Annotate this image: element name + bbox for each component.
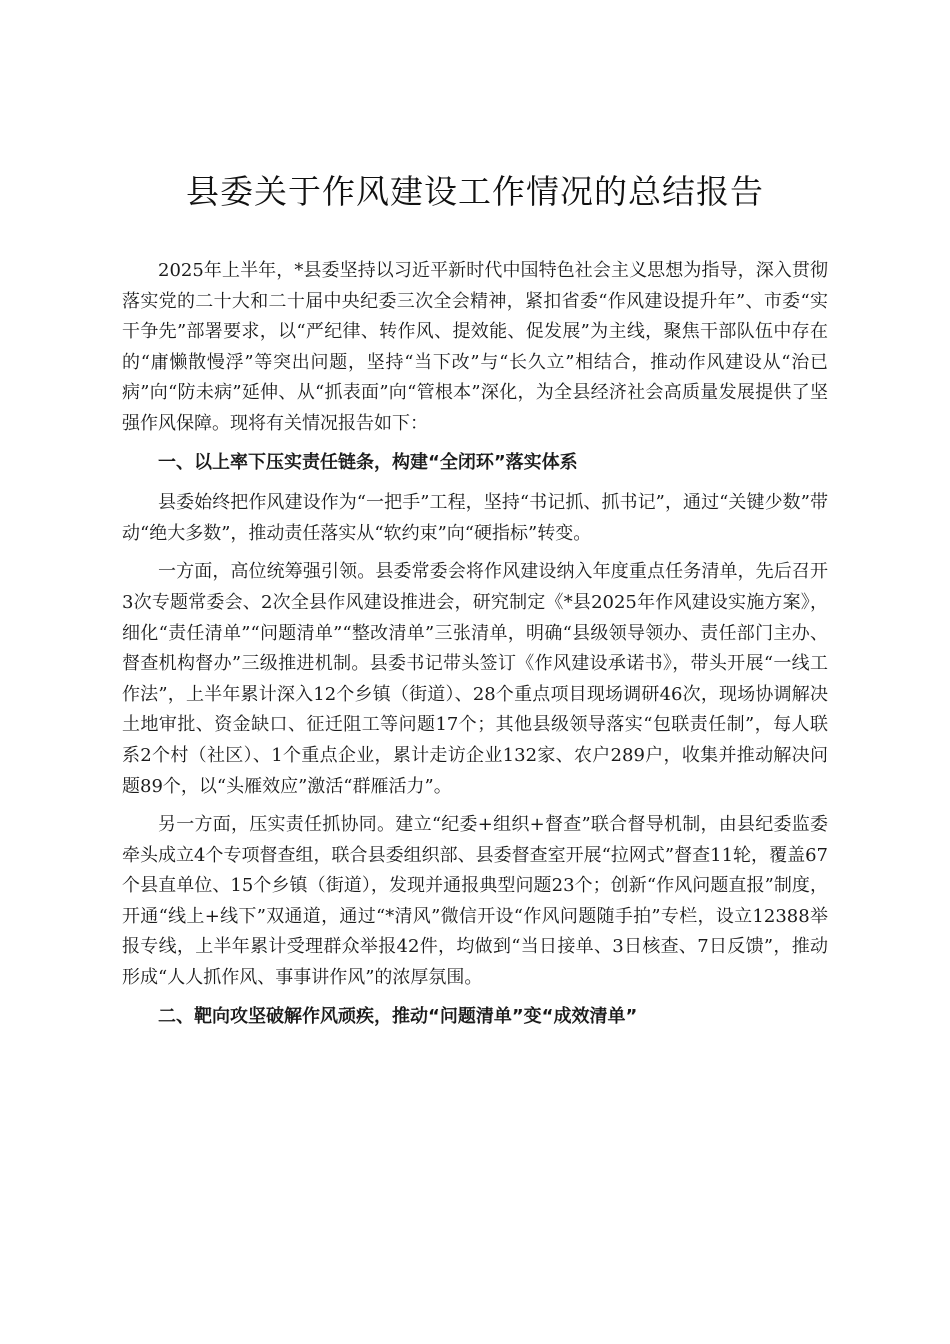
body-paragraph: 县委始终把作风建设作为“一把手”工程，坚持“书记抓、抓书记”，通过“关键少数”带动“绝大多数”，推动责任落实从“软约束”向“硬指标”转变。 — [122, 492, 828, 544]
body-paragraph: 另一方面，压实责任抓协同。建立“纪委+组织+督查”联合督导机制，由县纪委监委牵头成立4个专项督查组，联合县委组织部、县委督查室开展“拉网式”督查11轮，覆盖67个县直单位、15个乡镇（街道），发现并通报典型问题23个；创新“作风问题直报”制度，开通“线上+线下”双通道，通过“*清风”微信开设“作风问题随手拍”专栏，设立12388举报专线，上半年累计受理群众举报42件，均做到“当日接单、3日核查、7日反馈”，推动形成“人人抓作风、事事讲作风”的浓厚氛围。 — [122, 814, 828, 989]
section-heading: 二、靶向攻坚破解作风顽疾，推动“问题清单”变“成效清单” — [158, 1005, 638, 1027]
section-heading: 一、以上率下压实责任链条，构建“全闭环”落实体系 — [158, 451, 578, 473]
body-paragraph: 2025年上半年，*县委坚持以习近平新时代中国特色社会主义思想为指导，深入贯彻落实党的二十大和二十届中央纪委三次全会精神，紧扣省委“作风建设提升年”、市委“实干争先”部署要求，以“严纪律、转作风、提效能、促发展”为主线，聚焦干部队伍中存在的“庸懒散慢浮”等突出问题，坚持“当下改”与“长久立”相结合，推动作风建设从“治已病”向“防未病”延伸、从“抓表面”向“管根本”深化，为全县经济社会高质量发展提供了坚强作风保障。现将有关情况报告如下： — [122, 260, 828, 434]
document-title: 县委关于作风建设工作情况的总结报告 — [186, 172, 764, 211]
body-paragraph: 一方面，高位统筹强引领。县委常委会将作风建设纳入年度重点任务清单，先后召开3次专题常委会、2次全县作风建设推进会，研究制定《*县2025年作风建设实施方案》，细化“责任清单”“问题清单”“整改清单”三张清单，明确“县级领导领办、责任部门主办、督查机构督办”三级推进机制。县委书记带头签订《作风建设承诺书》，带头开展“一线工作法”，上半年累计深入12个乡镇（街道）、28个重点项目现场调研46次，现场协调解决土地审批、资金缺口、征迁阻工等问题17个；其他县级领导落实“包联责任制”，每人联系2个村（社区）、1个重点企业，累计走访企业132家、农户289户，收集并推动解决问题89个，以“头雁效应”激活“群雁活力”。 — [122, 561, 828, 797]
document-body — [122, 256, 828, 1042]
